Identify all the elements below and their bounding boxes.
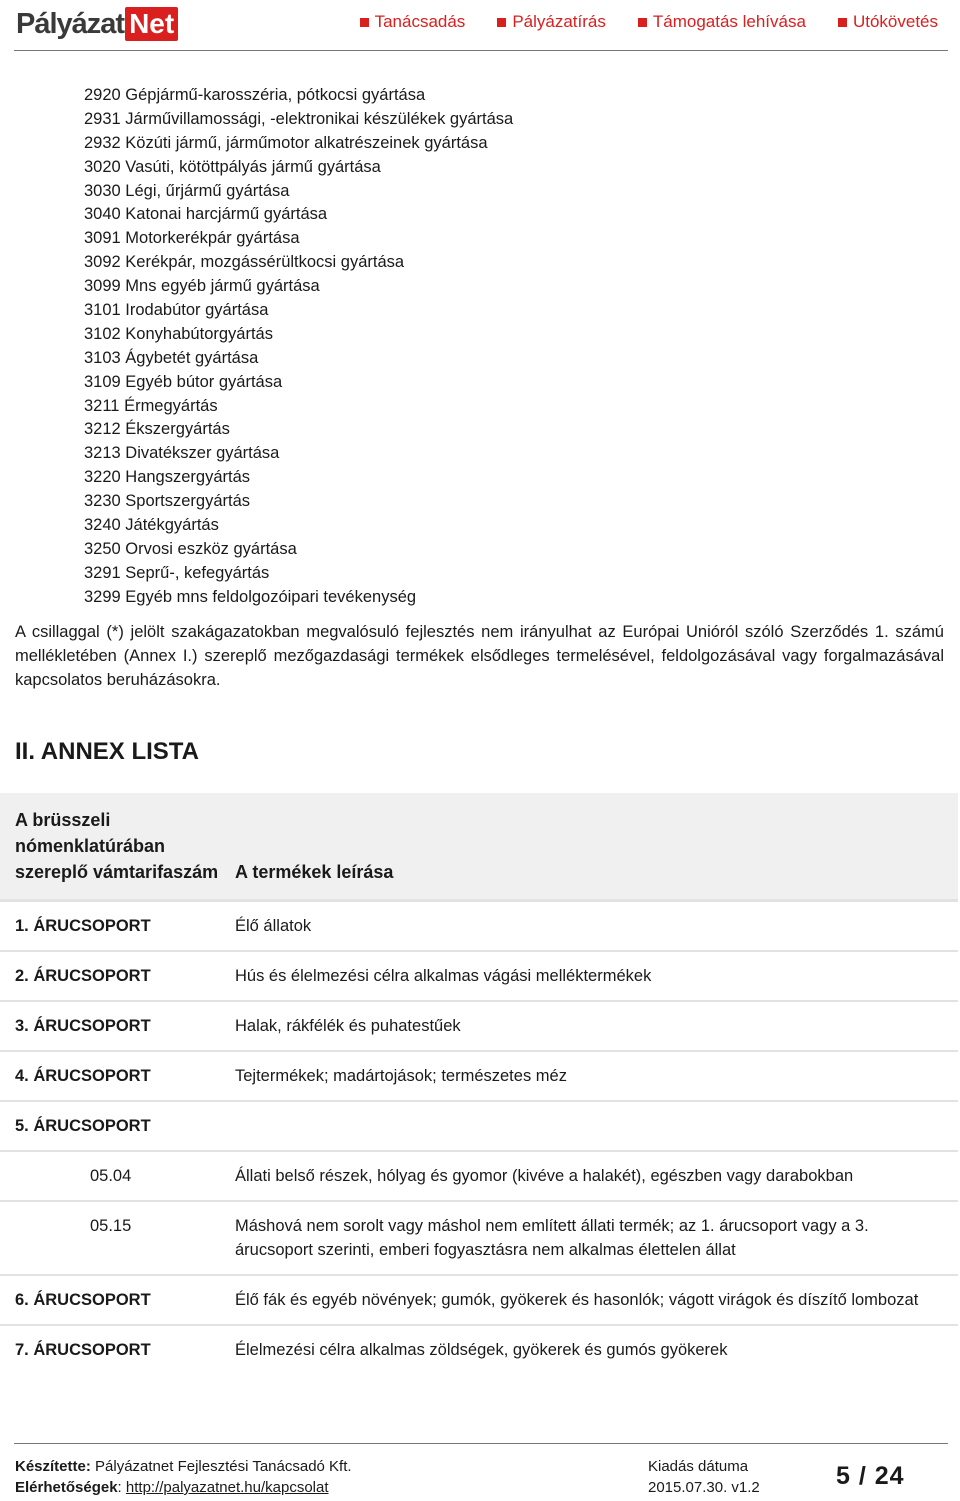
product-description: Halak, rákfélék és puhatestűek — [220, 1001, 958, 1051]
table-row — [0, 1101, 958, 1151]
page-header — [0, 0, 960, 52]
footer-divider — [14, 1443, 948, 1444]
list-item: 3101 Irodabútor gyártása — [84, 301, 269, 320]
page-number: 5 / 24 — [836, 1462, 905, 1490]
author-value: Pályázatnet Fejlesztési Tanácsadó Kft. — [90, 1458, 352, 1475]
product-description: Élő állatok — [220, 901, 958, 952]
list-item: 3230 Sportszergyártás — [84, 492, 251, 511]
issue-label: Kiadás dátuma — [648, 1458, 749, 1475]
tariff-code: 1. ÁRUCSOPORT — [0, 901, 220, 952]
tariff-code: 7. ÁRUCSOPORT — [0, 1325, 220, 1374]
header-divider — [14, 50, 948, 51]
tariff-code: 05.15 — [0, 1201, 220, 1275]
nav-item-palyazatiras[interactable] — [497, 12, 606, 32]
list-item: 3240 Játékgyártás — [84, 516, 219, 535]
footer-left — [15, 1456, 352, 1498]
annex-note-paragraph: A csillaggal (*) jelölt szakágazatokban megvalósuló fejlesztés nem irányulhat az Európai Unióról szóló Szerződés 1. számú mellékletében (Annex I.) szereplő mezőgazdasági termékek elsődleges termelésével, feldolgozásával vagy forgalmazásával kapcsolatos beruházásokra. — [15, 623, 944, 690]
nav-item-utokovetes[interactable] — [838, 12, 938, 32]
annex-table — [0, 793, 958, 1374]
list-item: 3109 Egyéb bútor gyártása — [84, 372, 283, 391]
contact-label: Elérhetőségek — [15, 1479, 118, 1496]
tariff-code: 6. ÁRUCSOPORT — [0, 1275, 220, 1325]
square-bullet-icon — [360, 18, 369, 27]
footer-issue — [648, 1456, 760, 1498]
column-header-code: A brüsszeli nómenklatúrában szereplő vámtarifaszám — [0, 793, 220, 901]
product-description: Hús és élelmezési célra alkalmas vágási melléktermékek — [220, 951, 958, 1001]
palyazatnet-logo[interactable] — [16, 4, 178, 44]
top-nav — [360, 12, 938, 32]
list-item: 3030 Légi, űrjármű gyártása — [84, 181, 290, 200]
list-item: 2931 Járművillamossági, -elektronikai készülékek gyártása — [84, 109, 514, 128]
nav-label: Tanácsadás — [374, 12, 466, 31]
list-item: 3299 Egyéb mns feldolgozóipari tevékenység — [84, 587, 417, 606]
list-item: 3040 Katonai harcjármű gyártása — [84, 205, 328, 224]
tariff-code: 5. ÁRUCSOPORT — [0, 1101, 220, 1151]
square-bullet-icon — [497, 18, 506, 27]
logo-main-text: Pályázat — [16, 7, 125, 40]
list-item: 3220 Hangszergyártás — [84, 468, 251, 487]
logo-accent-text: Net — [125, 7, 178, 41]
nav-label: Pályázatírás — [512, 12, 606, 31]
list-item: 3092 Kerékpár, mozgássérültkocsi gyártása — [84, 253, 405, 272]
list-item: 3291 Seprű-, kefegyártás — [84, 563, 270, 582]
product-description: Máshová nem sorolt vagy máshol nem említett állati termék; az 1. árucsoport vagy a 3. árucsoport szerinti, emberi fogyasztásra nem alkalmas élettelen állat — [220, 1201, 958, 1275]
list-item: 3102 Konyhabútorgyártás — [84, 324, 273, 343]
table-row — [0, 1001, 958, 1051]
footer-contact-line — [15, 1477, 352, 1498]
table-row — [0, 951, 958, 1001]
nav-label: Támogatás lehívása — [652, 12, 806, 31]
nav-item-tamogatas-lehivasa[interactable] — [638, 12, 806, 32]
contact-separator: : — [117, 1479, 126, 1496]
table-row — [0, 1325, 958, 1374]
activity-code-list — [84, 84, 513, 610]
product-description: Élő fák és egyéb növények; gumók, gyökerek és hasonlók; vágott virágok és díszítő lombozat — [220, 1275, 958, 1325]
author-label: Készítette: — [15, 1458, 91, 1475]
list-item: 3212 Ékszergyártás — [84, 420, 230, 439]
contact-link[interactable]: http://palyazatnet.hu/kapcsolat — [125, 1479, 329, 1496]
list-item: 2932 Közúti jármű, járműmotor alkatrészeinek gyártása — [84, 133, 488, 152]
section-title: II. ANNEX LISTA — [15, 738, 200, 765]
table-row — [0, 1201, 958, 1275]
list-item: 3250 Orvosi eszköz gyártása — [84, 539, 297, 558]
issue-value: 2015.07.30. v1.2 — [648, 1479, 760, 1496]
nav-label: Utókövetés — [852, 12, 938, 31]
product-description: Tejtermékek; madártojások; természetes méz — [220, 1051, 958, 1101]
list-item: 3211 Érmegyártás — [84, 396, 218, 415]
square-bullet-icon — [838, 18, 847, 27]
product-description: Állati belső részek, hólyag és gyomor (kivéve a halakét), egészben vagy darabokban — [220, 1151, 958, 1201]
list-item: 3099 Mns egyéb jármű gyártása — [84, 277, 320, 296]
nav-item-tanacsadas[interactable] — [360, 12, 466, 32]
tariff-code: 05.04 — [0, 1151, 220, 1201]
table-row — [0, 1275, 958, 1325]
list-item: 2920 Gépjármű-karosszéria, pótkocsi gyártása — [84, 86, 426, 104]
column-header-description: A termékek leírása — [220, 793, 958, 901]
list-item: 3103 Ágybetét gyártása — [84, 348, 259, 367]
list-item: 3091 Motorkerékpár gyártása — [84, 229, 300, 248]
table-row — [0, 1151, 958, 1201]
product-description — [220, 1101, 958, 1151]
table-row — [0, 901, 958, 952]
table-header-row — [0, 793, 958, 901]
footer-author-line — [15, 1456, 352, 1477]
square-bullet-icon — [638, 18, 647, 27]
tariff-code: 2. ÁRUCSOPORT — [0, 951, 220, 1001]
list-item: 3213 Divatékszer gyártása — [84, 444, 280, 463]
table-row — [0, 1051, 958, 1101]
tariff-code: 3. ÁRUCSOPORT — [0, 1001, 220, 1051]
product-description: Élelmezési célra alkalmas zöldségek, gyökerek és gumós gyökerek — [220, 1325, 958, 1374]
tariff-code: 4. ÁRUCSOPORT — [0, 1051, 220, 1101]
list-item: 3020 Vasúti, kötöttpályás jármű gyártása — [84, 157, 381, 176]
